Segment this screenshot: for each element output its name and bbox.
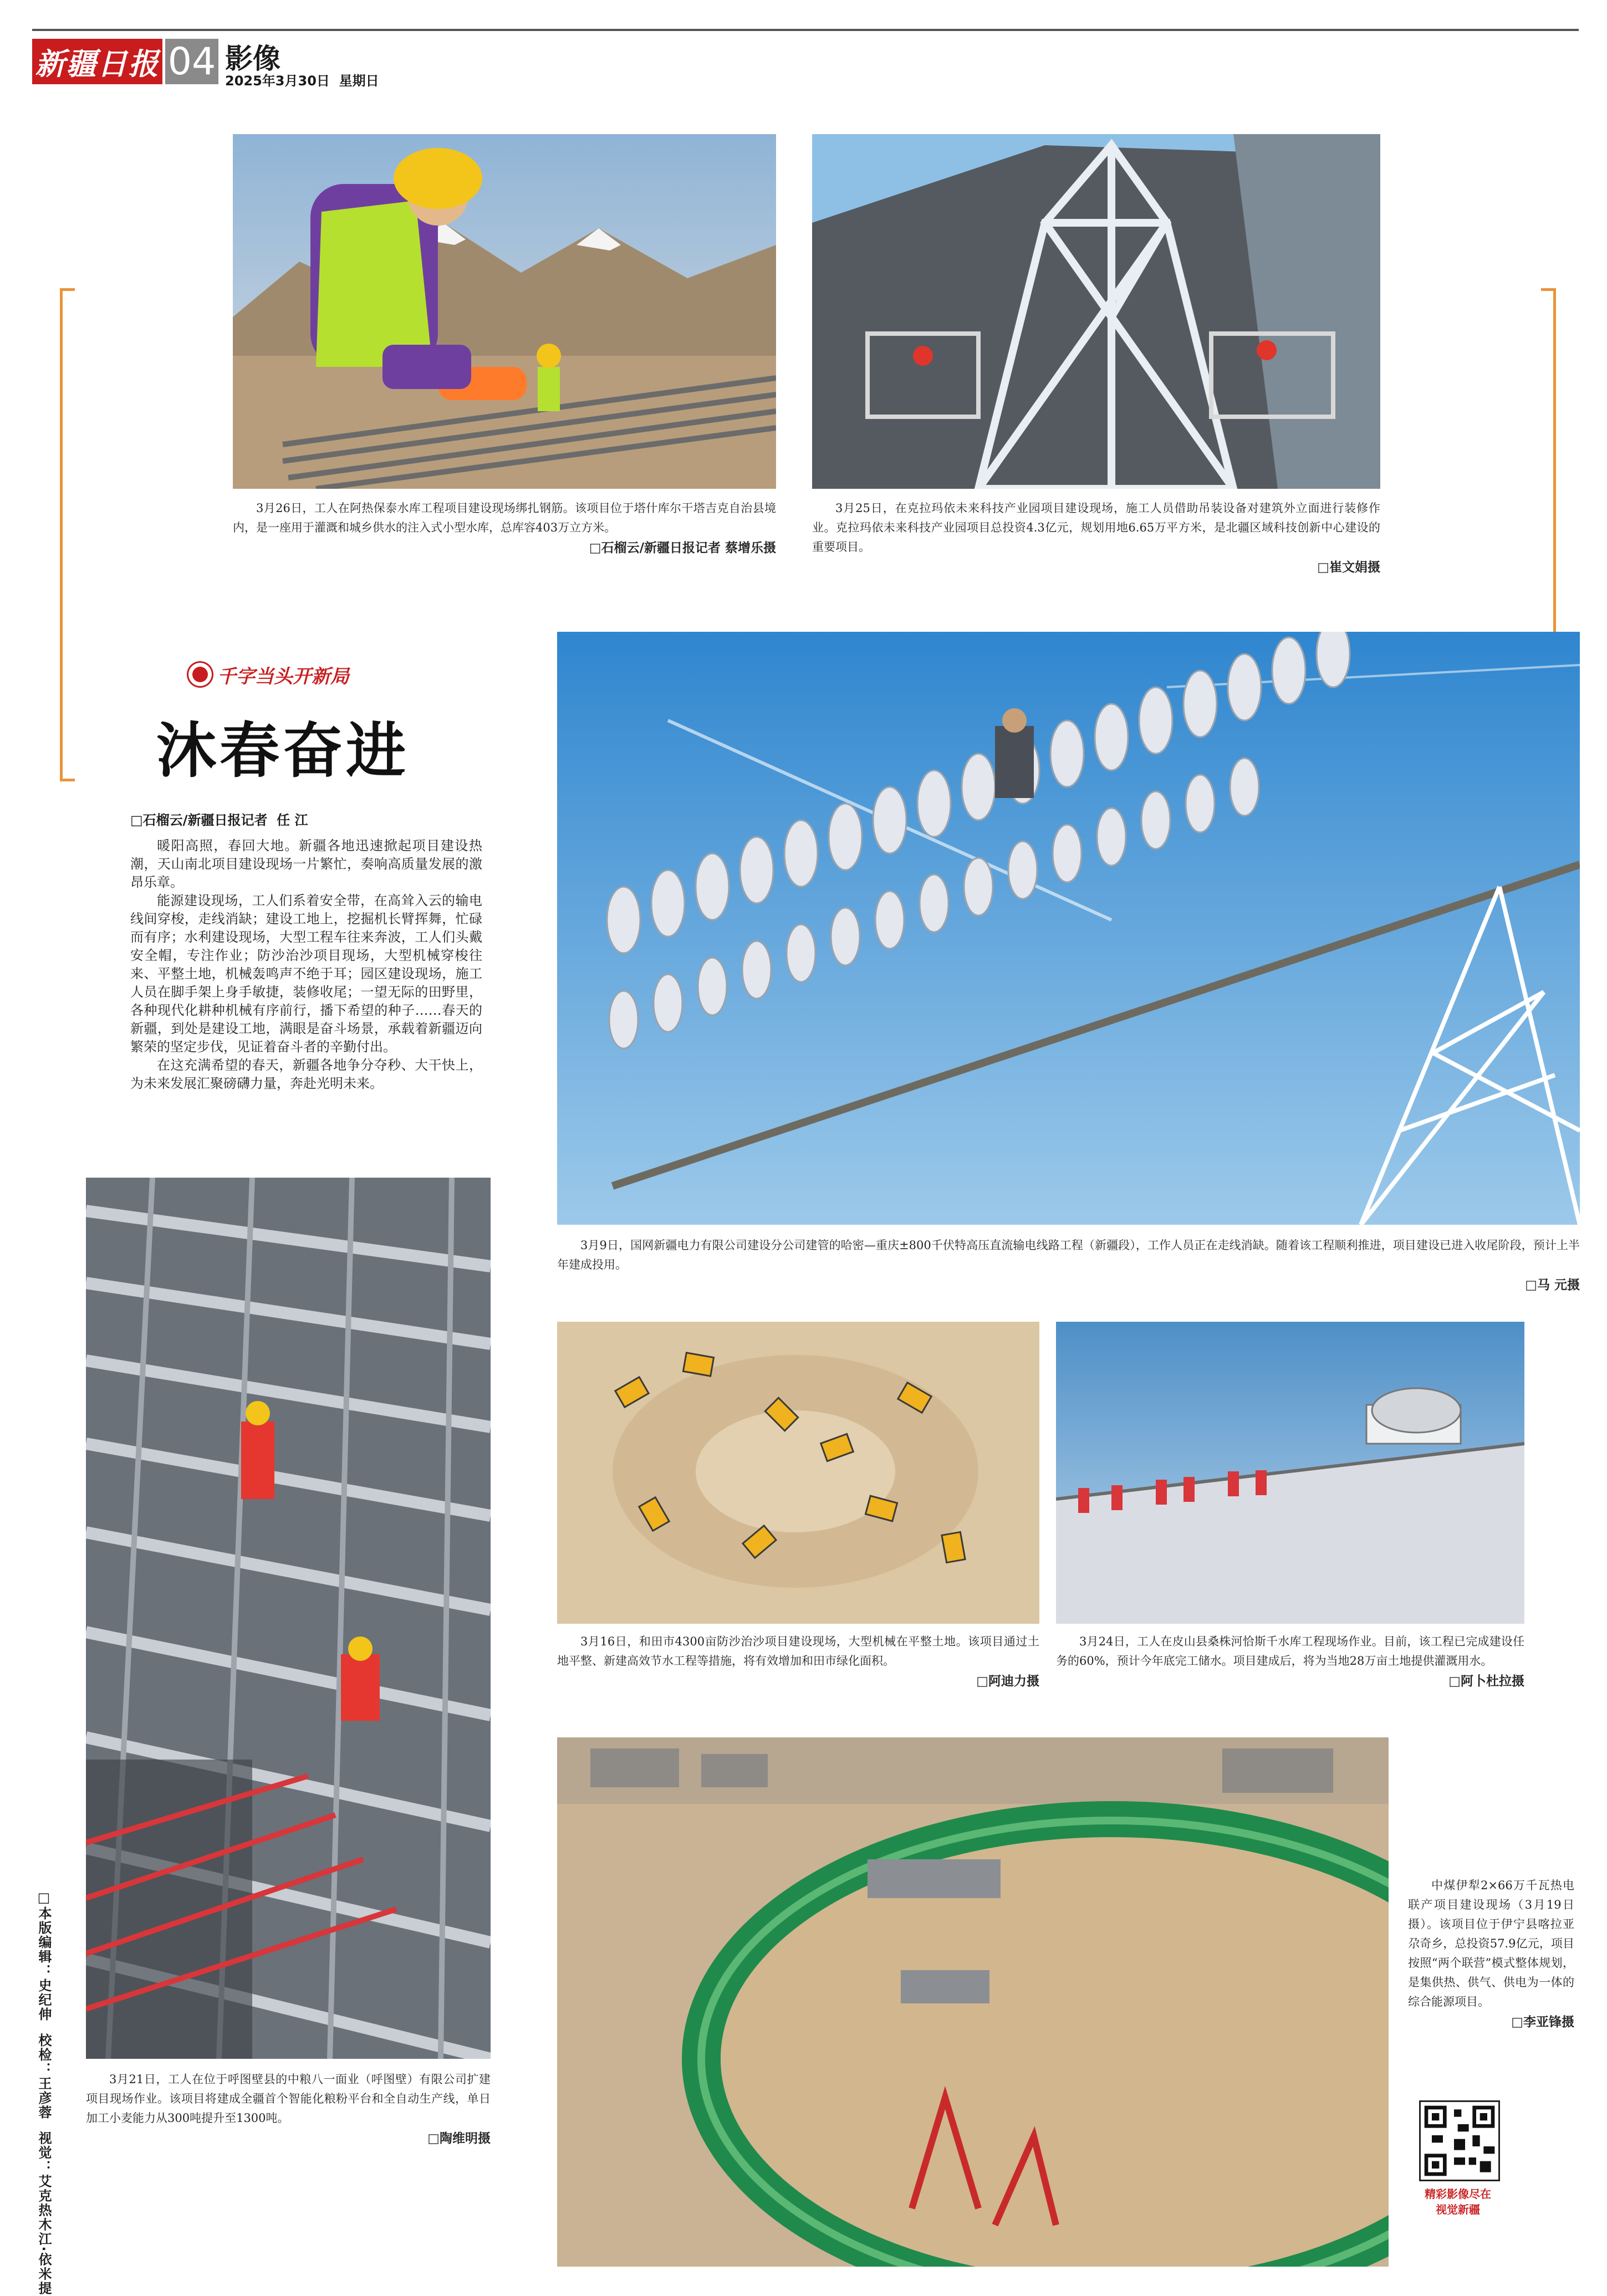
byline: □石榴云/新疆日报记者 任 江: [130, 812, 308, 828]
caption-photo-bulldozers-text: 3月16日，和田市4300亩防沙治沙项目建设现场，大型机械在平整土地。该项目通过土地平整、新建高效节水工程等措施，将有效增加和田市绿化面积。: [557, 1635, 1039, 1668]
caption-photo-bulldozers-credit: □阿迪力摄: [976, 1674, 1039, 1689]
page-number-box: [165, 39, 218, 84]
caption-photo-bulldozers: [557, 1632, 1039, 1691]
caption-photo-power-line-text: 3月9日，国网新疆电力有限公司建设分公司建管的哈密—重庆±800千伏特高压直流输电线路工程（新疆段），工作人员正在走线消缺。随着该工程顺利推进，项目建设已进入收尾阶段，预计上半年建成投用。: [557, 1239, 1580, 1271]
photo-reservoir-workers: [1056, 1322, 1524, 1624]
photo-rebar-worker: [233, 134, 776, 489]
caption-photo-rebar-text: 3月26日，工人在阿热保泰水库工程项目建设现场绑扎钢筋。该项目位于塔什库尔干塔吉克自治县境内，是一座用于灌溉和城乡供水的注入式小型水库，总库容403万立方米。: [233, 502, 776, 534]
caption-photo-rebar-credit: □石榴云/新疆日报记者 蔡增乐摄: [589, 541, 776, 555]
qr-caption-line: 精彩影像尽在: [1425, 2187, 1491, 2201]
caption-photo-reservoir: [1056, 1632, 1524, 1691]
photo-rebar-worker-image: [233, 134, 776, 489]
qr-caption: [1402, 2186, 1513, 2217]
photo-building-facade-image: [812, 134, 1380, 489]
article-paragraph: 能源建设现场，工人们系着安全带，在高耸入云的输电线间穿梭，走线消缺；建设工地上，挖掘机长臂挥舞，忙碌而有序；水利建设现场，大型工程车往来奔波，工人们头戴安全帽，专注作业；防沙治沙项目现场，大型机械穿梭往来、平整土地，机械轰鸣声不绝于耳；园区建设现场，施工人员在脚手架上身手敏捷，装修收尾；一望无际的田野里，各种现代化耕种机械有序前行，播下希望的种子……春天的新疆，到处是建设工地，满眼是奋斗场景，承载着新疆迈向繁荣的坚定步伐，见证着奋斗者的辛勤付出。: [130, 893, 482, 1055]
photo-building-facade: [812, 134, 1380, 489]
caption-photo-steel-roof-credit: □陶维明摄: [427, 2131, 491, 2146]
masthead-rule: [32, 29, 1579, 31]
logo-text: 新疆日报: [35, 45, 160, 81]
left-bracket: [60, 288, 75, 781]
section-title: 影像: [225, 43, 280, 75]
photo-power-line-image: [557, 632, 1580, 1225]
caption-photo-power-line-credit: □马 元摄: [1525, 1278, 1580, 1292]
photo-steel-roof: [86, 1178, 491, 2059]
caption-photo-power-plant: [1408, 1876, 1574, 2032]
caption-photo-rebar: [233, 499, 776, 558]
issue-date: 2025年3月30日 星期日: [225, 73, 379, 89]
photo-reservoir-workers-image: [1056, 1322, 1524, 1624]
photo-power-plant-aerial-image: [557, 1737, 1389, 2267]
caption-photo-reservoir-text: 3月24日，工人在皮山县桑株河恰斯千水库工程现场作业。目前，该工程已完成建设任务的60%，预计今年底完工储水。项目建成后，将为当地28万亩土地提供灌溉用水。: [1056, 1635, 1524, 1668]
staff-credits: □本版编辑：史纪伸 校检：王彦蓉 视觉：艾克热木江·依米提: [36, 1890, 52, 2296]
caption-photo-steel-roof-text: 3月21日，工人在位于呼图壁县的中粮八一面业（呼图壁）有限公司扩建项目现场作业。该项目将建成全疆首个智能化粮粉平台和全自动生产线，单日加工小麦能力从300吨提升至1300吨。: [86, 2073, 491, 2125]
photo-power-line: [557, 632, 1580, 1225]
column-badge: [188, 661, 349, 688]
photo-bulldozers-aerial-image: [557, 1322, 1039, 1624]
newspaper-logo: [32, 39, 162, 84]
column-badge-text: 千字当头开新局: [217, 665, 349, 688]
caption-photo-power-line: [557, 1236, 1580, 1295]
caption-photo-power-plant-text: 中煤伊犁2×66万千瓦热电联产项目建设现场（3月19日摄）。该项目位于伊宁县喀拉亚尕奇乡，总投资57.9亿元，项目按照“两个联营”模式整体规划，是集供热、供气、供电为一体的综合能源项目。: [1408, 1879, 1574, 2008]
qr-code[interactable]: [1419, 2100, 1500, 2181]
article-paragraph: 暖阳高照，春回大地。新疆各地迅速掀起项目建设热潮，天山南北项目建设现场一片繁忙，奏响高质量发展的激昂乐章。: [130, 838, 482, 890]
caption-photo-facade-credit: □崔文娟摄: [1317, 560, 1380, 575]
caption-photo-power-plant-credit: □李亚锋摄: [1511, 2015, 1574, 2029]
caption-photo-facade: [812, 499, 1380, 577]
photo-power-plant-aerial: [557, 1737, 1389, 2267]
photo-steel-roof-image: [86, 1178, 491, 2059]
page-number: 04: [167, 39, 216, 84]
article-paragraph: 在这充满希望的春天，新疆各地争分夺秒、大干快上，为未来发展汇聚磅礴力量，奔赴光明未来。: [130, 1057, 482, 1091]
article-body: [130, 837, 482, 1093]
headline: 沐春奋进: [156, 717, 410, 786]
qr-caption-line: 视觉新疆: [1436, 2203, 1480, 2216]
photo-bulldozers-aerial: [557, 1322, 1039, 1624]
caption-photo-reservoir-credit: □阿卜杜拉摄: [1448, 1674, 1524, 1689]
caption-photo-steel-roof: [86, 2070, 491, 2149]
caption-photo-facade-text: 3月25日，在克拉玛依未来科技产业园项目建设现场，施工人员借助吊装设备对建筑外立面进行装修作业。克拉玛依未来科技产业园项目总投资4.3亿元，规划用地6.65万平方米，是北疆区域科技创新中心建设的重要项目。: [812, 502, 1380, 554]
qr-code-image: [1421, 2102, 1498, 2180]
masthead: [32, 27, 1579, 93]
badge-circle-icon: [188, 663, 212, 686]
